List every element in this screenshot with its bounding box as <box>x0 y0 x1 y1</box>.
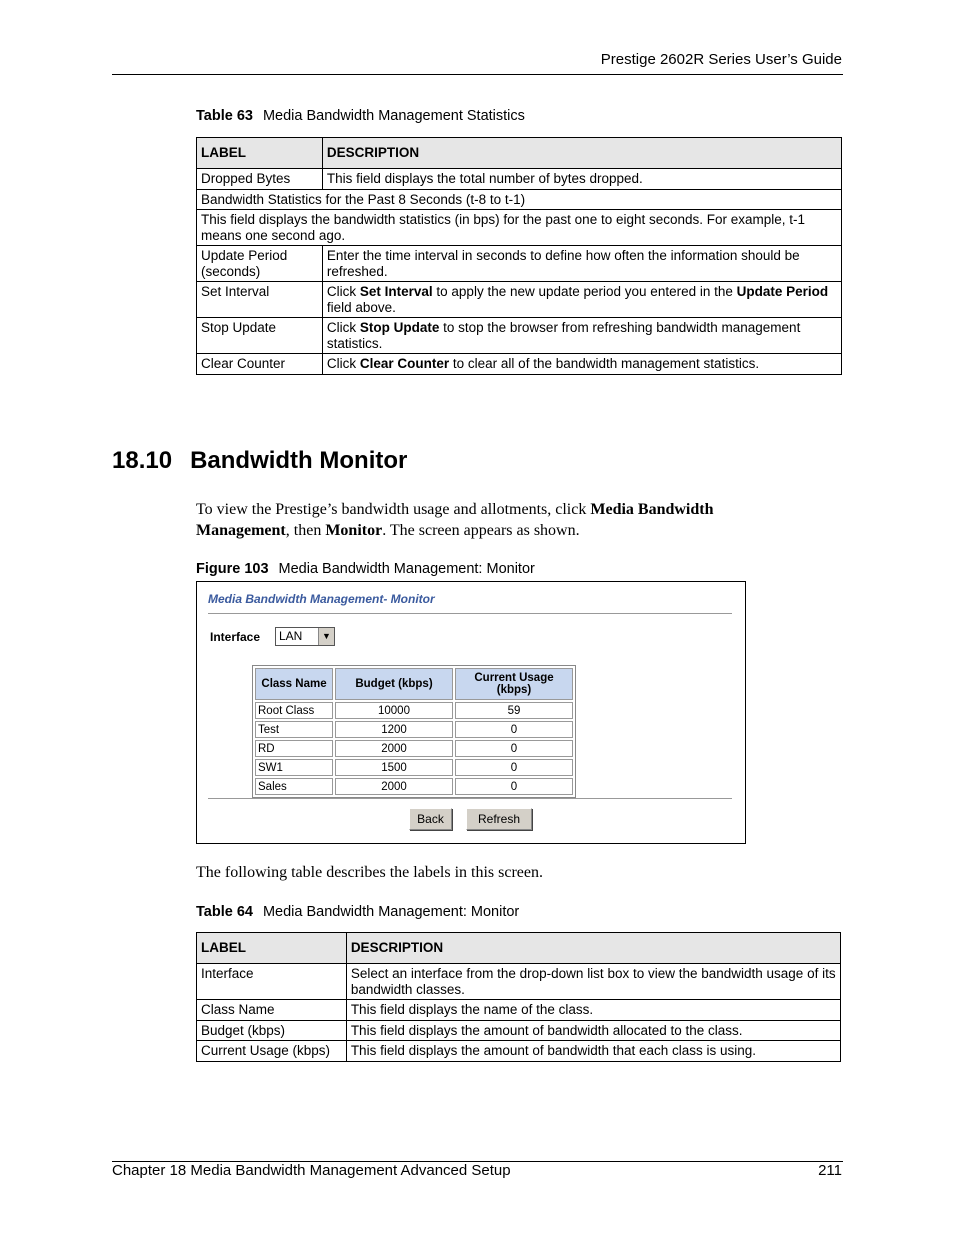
refresh-button[interactable]: Refresh <box>466 808 532 830</box>
class-name: Root Class <box>255 702 333 719</box>
table64-header-row <box>197 933 841 964</box>
row-description <box>322 282 841 318</box>
class-usage: 0 <box>455 759 573 776</box>
table-row <box>197 210 842 246</box>
table-row <box>197 189 842 210</box>
table63-caption-number: Table 63 <box>196 108 253 124</box>
class-usage: 0 <box>455 740 573 757</box>
row-label: Stop Update <box>197 318 323 354</box>
class-budget: 1500 <box>335 759 453 776</box>
table-row <box>197 964 841 1000</box>
table-row <box>197 246 842 282</box>
row-description: This field displays the name of the class. <box>346 1000 840 1021</box>
text-run: field above. <box>326 299 396 315</box>
text-run: Click <box>326 284 360 299</box>
figure103-caption <box>196 561 535 577</box>
row-subheading: Bandwidth Statistics for the Past 8 Seconds (t-8 to t-1) <box>197 189 842 210</box>
footer-chapter: Chapter 18 Media Bandwidth Management Advanced Setup <box>112 1162 511 1179</box>
table-row <box>197 1000 841 1021</box>
row-description <box>322 318 841 354</box>
text-run: To view the Prestige’s bandwidth usage and allotments, click <box>196 501 591 518</box>
screen-title-divider <box>208 613 732 615</box>
table63-header-row <box>197 138 842 169</box>
section-title: Bandwidth Monitor <box>190 447 408 474</box>
monitor-header-row <box>255 668 573 700</box>
class-budget: 10000 <box>335 702 453 719</box>
bold-term: Stop Update <box>359 320 440 335</box>
section-heading <box>112 447 407 475</box>
class-budget: 1200 <box>335 721 453 738</box>
text-run: to apply the new update period you entered in the <box>432 284 737 299</box>
class-usage: 0 <box>455 778 573 795</box>
row-description: This field displays the total number of bytes dropped. <box>322 169 841 190</box>
table-row <box>197 1020 841 1041</box>
table-row <box>255 721 573 738</box>
text-run: . The screen appears as shown. <box>382 522 580 539</box>
header-rule <box>112 74 843 75</box>
table-row <box>197 354 842 375</box>
table63-col-description: DESCRIPTION <box>322 138 841 169</box>
chevron-down-icon[interactable]: ▼ <box>318 628 334 645</box>
class-name: SW1 <box>255 759 333 776</box>
interface-select[interactable] <box>275 627 335 646</box>
row-label: Current Usage (kbps) <box>197 1041 347 1062</box>
row-description <box>322 354 841 375</box>
row-description: This field displays the amount of bandwidth allocated to the class. <box>346 1020 840 1041</box>
screen-title: Media Bandwidth Management- Monitor <box>208 592 435 606</box>
class-usage: 0 <box>455 721 573 738</box>
table64 <box>196 932 841 1062</box>
table-row <box>197 1041 841 1062</box>
row-label: Class Name <box>197 1000 347 1021</box>
row-label: Set Interval <box>197 282 323 318</box>
monitor-table <box>252 665 576 798</box>
following-paragraph: The following table describes the labels in this screen. <box>196 864 544 881</box>
table64-col-description: DESCRIPTION <box>346 933 840 964</box>
row-label: Dropped Bytes <box>197 169 323 190</box>
class-name: Test <box>255 721 333 738</box>
bold-term: Update Period <box>736 284 829 299</box>
col-class-name: Class Name <box>255 668 333 700</box>
row-label: Update Period (seconds) <box>197 246 323 282</box>
monitor-screenshot <box>196 581 746 844</box>
bold-term: Media Bandwidth Management <box>196 501 714 539</box>
text-run: to stop the browser from refreshing bandwidth management statistics. <box>326 320 801 351</box>
intro-paragraph <box>196 499 766 541</box>
running-header: Prestige 2602R Series User’s Guide <box>600 51 842 68</box>
button-bar-divider <box>208 798 732 800</box>
text-run: , then <box>285 522 326 539</box>
table-row <box>197 169 842 190</box>
table63-col-label: LABEL <box>197 138 323 169</box>
class-budget: 2000 <box>335 740 453 757</box>
row-label: Budget (kbps) <box>197 1020 347 1041</box>
page-number: 211 <box>818 1162 842 1179</box>
row-description: Select an interface from the drop-down list box to view the bandwidth usage of its bandwidth classes. <box>346 964 840 1000</box>
class-usage: 59 <box>455 702 573 719</box>
bold-term: Set Interval <box>359 284 433 299</box>
table64-caption <box>196 904 519 920</box>
table63 <box>196 137 842 375</box>
text-run: to clear all of the bandwidth management statistics. <box>449 356 760 371</box>
table-row <box>255 759 573 776</box>
col-current-usage: Current Usage (kbps) <box>455 668 573 700</box>
table-row <box>197 282 842 318</box>
table-row <box>197 318 842 354</box>
row-description: Enter the time interval in seconds to define how often the information should be refreshed. <box>322 246 841 282</box>
table64-caption-number: Table 64 <box>196 904 253 920</box>
bold-term: Monitor <box>325 522 383 539</box>
table-row <box>255 740 573 757</box>
row-label: Clear Counter <box>197 354 323 375</box>
section-number: 18.10 <box>112 447 173 474</box>
class-name: Sales <box>255 778 333 795</box>
row-label: Interface <box>197 964 347 1000</box>
table64-col-label: LABEL <box>197 933 347 964</box>
table63-caption-text: Media Bandwidth Management Statistics <box>262 108 525 124</box>
table-row <box>255 778 573 795</box>
figure103-caption-number: Figure 103 <box>196 561 269 577</box>
table-row <box>255 702 573 719</box>
table63-caption <box>196 108 525 124</box>
class-name: RD <box>255 740 333 757</box>
interface-select-value: LAN <box>279 629 303 643</box>
back-button[interactable]: Back <box>409 808 452 830</box>
class-budget: 2000 <box>335 778 453 795</box>
row-description: This field displays the bandwidth statistics (in bps) for the past one to eight seconds. For example, t-1 means one second ago. <box>197 210 842 246</box>
table64-caption-text: Media Bandwidth Management: Monitor <box>262 904 520 920</box>
text-run: Click <box>326 320 360 335</box>
text-run: Click <box>326 356 360 371</box>
col-budget: Budget (kbps) <box>335 668 453 700</box>
figure103-caption-text: Media Bandwidth Management: Monitor <box>278 561 535 577</box>
row-description: This field displays the amount of bandwidth that each class is using. <box>346 1041 840 1062</box>
bold-term: Clear Counter <box>359 356 450 371</box>
interface-label: Interface <box>210 630 261 644</box>
